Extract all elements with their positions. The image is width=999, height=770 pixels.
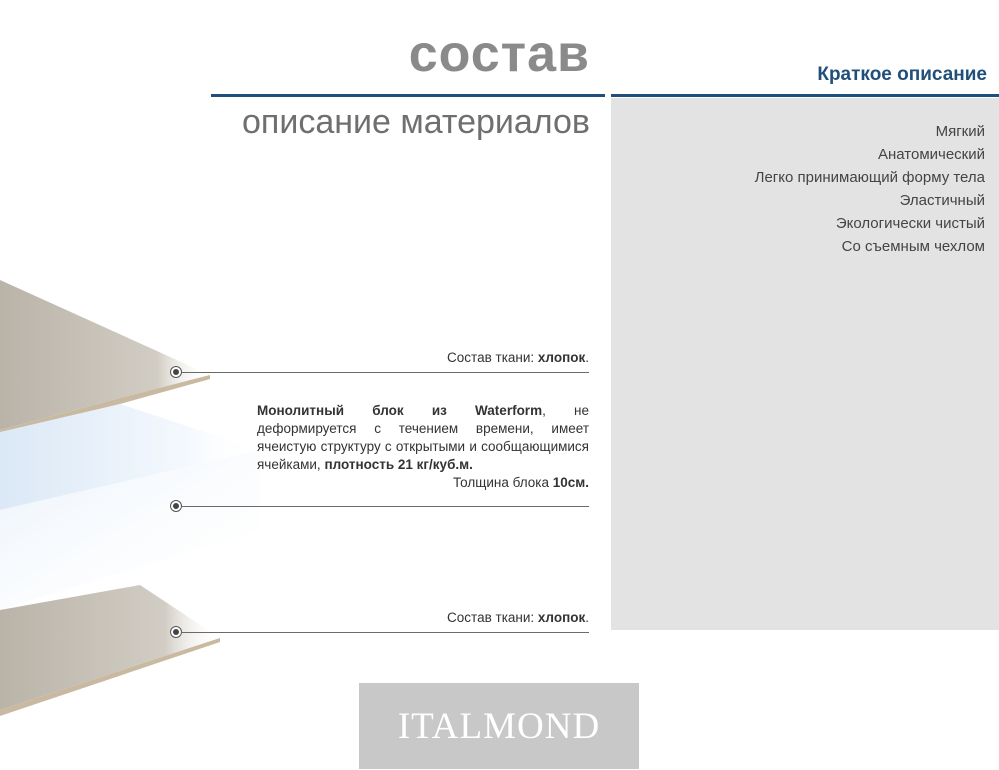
brand-logo-text: ITALMOND (397, 706, 601, 747)
core-layer-description: Монолитный блок из Waterform, не деформируется с течением времени, имеет ячеистую структуру с открытыми и сообщающимися ячейками, плотность 21 кг/куб.м. Толщина блока 10см. (257, 403, 589, 490)
bottom-layer-caption: Состав ткани: хлопок. (447, 610, 589, 625)
feature-item: Эластичный (899, 192, 985, 209)
bottom-fabric-layer (0, 585, 220, 710)
mattress-layers-illustration (0, 150, 300, 770)
callout-marker-bottom (170, 626, 182, 638)
callout-line-core (182, 506, 589, 507)
top-layer-caption: Состав ткани: хлопок. (447, 350, 589, 365)
callout-marker-core (170, 500, 182, 512)
callout-line-bottom (182, 632, 589, 633)
feature-item: Легко принимающий форму тела (754, 169, 985, 186)
feature-list (755, 120, 985, 258)
feature-item: Мягкий (935, 123, 985, 140)
feature-item: Со съемным чехлом (841, 238, 985, 255)
feature-item: Экологически чистый (835, 215, 985, 232)
summary-divider (611, 94, 999, 97)
brand-logo (359, 683, 639, 769)
feature-item: Анатомический (877, 146, 985, 163)
page-subtitle: описание материалов (242, 103, 590, 141)
callout-marker-top (170, 366, 182, 378)
callout-line-top (182, 372, 589, 373)
summary-heading: Краткое описание (817, 64, 987, 85)
page-title: состав (408, 25, 590, 83)
title-divider (211, 94, 605, 97)
